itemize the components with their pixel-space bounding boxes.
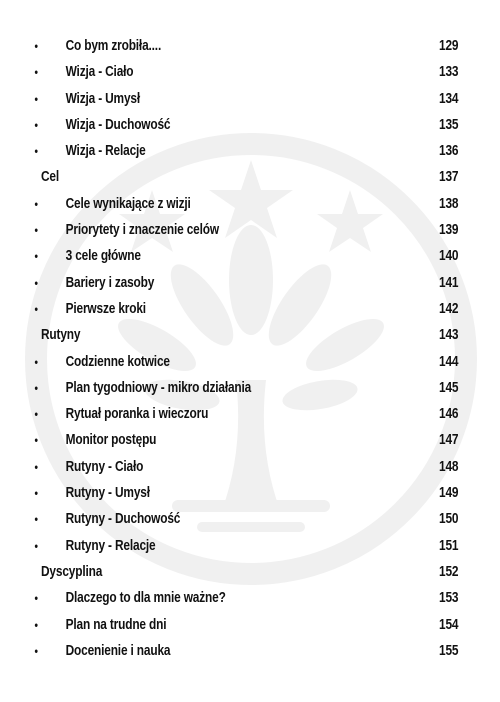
bullet-icon: • [34, 196, 38, 211]
toc-page-number: 152 [439, 563, 459, 580]
bullet-icon: • [34, 591, 38, 606]
bullet-icon: • [34, 486, 38, 501]
toc-page-number: 149 [439, 485, 459, 502]
toc-subsection-entry[interactable] [0, 401, 459, 427]
toc-subsection-entry[interactable] [0, 59, 459, 85]
toc-subsection-entry[interactable] [0, 480, 459, 506]
toc-subsection-entry[interactable] [0, 533, 459, 559]
bullet-icon: • [34, 223, 38, 238]
bullet-icon: • [34, 512, 38, 527]
toc-entry-title: Plan tygodniowy - mikro działania [65, 379, 252, 396]
toc-entry-title: Rutyny - Relacje [65, 537, 156, 554]
bullet-icon: • [34, 91, 38, 106]
toc-entry-title: Wizja - Ciało [65, 64, 134, 81]
toc-page-number: 141 [439, 274, 459, 291]
bullet-icon: • [34, 459, 38, 474]
toc-page-number: 139 [439, 222, 459, 239]
bullet-icon: • [34, 117, 38, 132]
bullet-icon: • [34, 538, 38, 553]
toc-entry-title: Wizja - Umysł [65, 90, 141, 107]
bullet-icon: • [34, 380, 38, 395]
toc-page-number: 150 [439, 511, 459, 528]
toc-page-number: 146 [439, 406, 459, 423]
toc-entry-title: Wizja - Duchowość [65, 116, 171, 133]
toc-subsection-entry[interactable] [0, 112, 459, 138]
toc-page-number: 142 [439, 300, 459, 317]
toc-page-number: 135 [439, 116, 459, 133]
toc-subsection-entry[interactable] [0, 243, 459, 269]
toc-subsection-entry[interactable] [0, 375, 459, 401]
toc-section-entry[interactable] [0, 559, 459, 585]
toc-subsection-entry[interactable] [0, 349, 459, 375]
toc-subsection-entry[interactable] [0, 612, 459, 638]
toc-page-number: 153 [439, 590, 459, 607]
toc-subsection-entry[interactable] [0, 296, 459, 322]
toc-entry-title: Wizja - Relacje [65, 143, 146, 160]
toc-page-number: 133 [439, 64, 459, 81]
toc-entry-title: 3 cele główne [65, 248, 141, 265]
bullet-icon: • [34, 275, 38, 290]
toc-entry-title: Rytuał poranka i wieczoru [65, 406, 209, 423]
toc-subsection-entry[interactable] [0, 427, 459, 453]
toc-entry-title: Cele wynikające z wizji [65, 195, 191, 212]
toc-page-number: 138 [439, 195, 459, 212]
toc-entry-title: Bariery i zasoby [65, 274, 155, 291]
toc-subsection-entry[interactable] [0, 454, 459, 480]
toc-page-number: 143 [439, 327, 459, 344]
toc-page-number: 148 [439, 458, 459, 475]
toc-subsection-entry[interactable] [0, 638, 459, 664]
toc-entry-title: Rutyny - Ciało [65, 458, 144, 475]
bullet-icon: • [34, 354, 38, 369]
toc-entry-title: Cel [41, 169, 60, 186]
toc-entry-title: Co bym zrobiła.... [65, 38, 162, 54]
toc-entry-title: Rutyny - Umysł [65, 485, 150, 502]
toc-entry-title: Rutyny - Duchowość [65, 511, 181, 528]
toc-subsection-entry[interactable] [0, 33, 459, 59]
toc-page-number: 151 [439, 537, 459, 554]
toc-page-number: 155 [439, 642, 459, 659]
toc-page-number: 145 [439, 379, 459, 396]
bullet-icon: • [34, 249, 38, 264]
toc-subsection-entry[interactable] [0, 86, 459, 112]
toc-page-number: 136 [439, 143, 459, 160]
bullet-icon: • [34, 144, 38, 159]
table-of-contents [0, 33, 500, 664]
toc-entry-title: Priorytety i znaczenie celów [65, 222, 219, 239]
bullet-icon: • [34, 407, 38, 422]
toc-entry-title: Dlaczego to dla mnie ważne? [65, 590, 226, 607]
toc-entry-title: Dyscyplina [41, 563, 103, 580]
bullet-icon: • [34, 39, 38, 53]
toc-entry-title: Plan na trudne dni [65, 616, 167, 633]
toc-page-number: 140 [439, 248, 459, 265]
toc-subsection-entry[interactable] [0, 506, 459, 532]
toc-entry-title: Rutyny [41, 327, 81, 344]
bullet-icon: • [34, 65, 38, 80]
bullet-icon: • [34, 433, 38, 448]
toc-entry-title: Codzienne kotwice [65, 353, 170, 370]
toc-page-number: 129 [439, 38, 459, 54]
toc-subsection-entry[interactable] [0, 191, 459, 217]
toc-page-number: 147 [439, 432, 459, 449]
toc-entry-title: Pierwsze kroki [65, 300, 146, 317]
bullet-icon: • [34, 643, 38, 658]
toc-page-number: 144 [439, 353, 459, 370]
toc-section-entry[interactable] [0, 322, 459, 348]
toc-entry-title: Monitor postępu [65, 432, 157, 449]
toc-subsection-entry[interactable] [0, 138, 459, 164]
toc-page-number: 137 [439, 169, 459, 186]
toc-entry-title: Docenienie i nauka [65, 642, 171, 659]
bullet-icon: • [34, 301, 38, 316]
bullet-icon: • [34, 617, 38, 632]
toc-page-number: 154 [439, 616, 459, 633]
toc-section-entry[interactable] [0, 164, 459, 190]
toc-subsection-entry[interactable] [0, 585, 459, 611]
toc-page-number: 134 [439, 90, 459, 107]
toc-subsection-entry[interactable] [0, 217, 459, 243]
toc-subsection-entry[interactable] [0, 270, 459, 296]
